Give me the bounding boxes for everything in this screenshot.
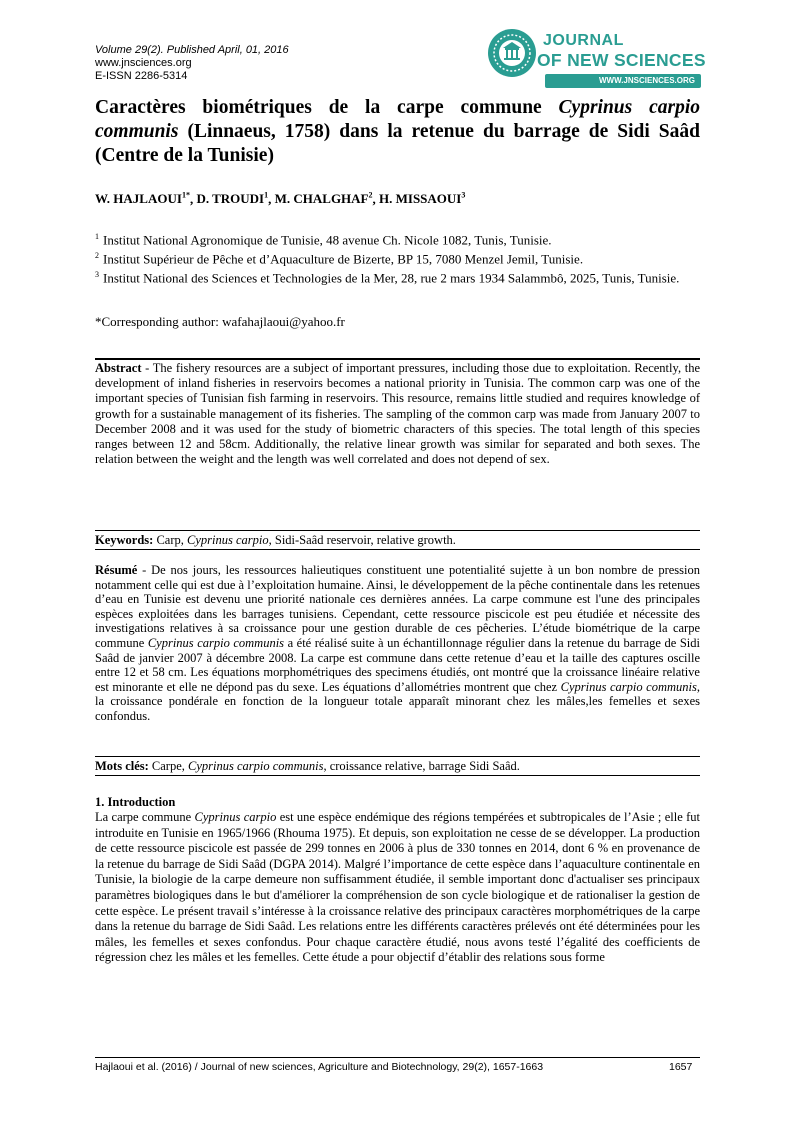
corresponding-author: *Corresponding author: wafahajlaoui@yahoo.fr: [95, 314, 345, 329]
keywords-label: Keywords:: [95, 533, 154, 547]
mots-cles-label: Mots clés:: [95, 759, 149, 773]
logo-text-journal: JOURNAL: [543, 32, 624, 49]
page-number: 1657: [669, 1061, 693, 1073]
resume: Résumé - De nos jours, les ressources halieutiques constituent une potentialité sujette à un bon nombre de pression notamment celle qui est due à l’exploitation humaine. Ainsi, le développement de la pêche continentale dans les retenues d’eau en Tunisie est devenu une priorité nationale ces dernières années. La carpe commune est l'une des principales espèces exploitées dans les barrages tunisiens. Cependant, cette ressource piscicole est peu étudiée et nécessite des investigations relatives à sa croissance pour une gestion durable de ces pêcheries. L’étude biométrique de la carpe commune Cyprinus carpio communis a été réalisé suite à un échantillonnage régulier dans la retenue du barrage de Sidi Saâd de janvier 2007 à décembre 2008. La carpe est commune dans cette retenue d’eau et la taille des captures oscille entre 12 et 58 cm. Les équations morphométriques des specimens étudiés, ont montré que la croissance linéaire relative est minorante et elle ne dépond pas du sexe. Les équations d’allométries montrent que chez Cyprinus carpio communis, la croissance pondérale en fonction de la longueur totale apparaît minorant chez les mâles,les femelles et sexes confondus.: [95, 563, 700, 723]
author: W. $HAJLAOUI^{1*}$: [95, 191, 190, 207]
keywords: Keywords: Carp, Cyprinus carpio, Sidi-Saâd reservoir, relative growth.: [95, 533, 456, 547]
footer-citation: Hajlaoui et al. (2016) / Journal of new sciences, Agriculture and Biotechnology, 29(2), 1657-1663: [95, 1061, 544, 1073]
eissn: E-ISSN 2286-5314: [95, 70, 188, 82]
author-list: W. $HAJLAOUI^{1*}$, D. TROUDI$^1$, M. CHALGHAF$^2$, H. MISSAOUI$^3$: [95, 191, 466, 207]
author: D. TROUDI$^1$: [196, 191, 269, 207]
keywords-bottom-rule: [95, 549, 700, 550]
title-species: Cyprinus carpio communis: [95, 97, 701, 142]
resume-bottom-rule: [95, 756, 700, 757]
resume-label: Résumé: [95, 563, 138, 577]
footer-rule: [95, 1057, 700, 1058]
journal-emblem-icon: [487, 28, 537, 78]
section-heading-introduction: 1. Introduction: [95, 795, 176, 809]
journal-header-meta: [95, 44, 289, 83]
author: H. MISSAOUI$^3$: [379, 191, 466, 207]
abstract-label: Abstract: [95, 361, 142, 375]
author: M. CHALGHAF$^2$: [274, 191, 373, 207]
mots-cles-bottom-rule: [95, 775, 700, 776]
abstract-text: - The fishery resources are a subject of important pressures, including those due to exploitation. Recently, the development of inland fisheries in reservoirs becomes a national priority in Tunisia. The common carp was one of the important species of Tunisian fish farming in reservoirs. This resource, remains little studied and requires knowledge of growth for a sustainable management of its fisheries. The sampling of the common carp was made from January 2007 to December 2008 and it was used for the study of biometric characters of this species. The total length of this species ranges between 12 and 58cm. Additionally, the relative linear growth was similar for separated and both sexes. The relation between the weight and the length was well correlated and does not depend of sex.: [95, 361, 700, 467]
affiliation: $^1$ Institut National Agronomique de Tunisie, 48 avenue Ch. Nicole 1082, Tunis, Tunisie.: [95, 232, 552, 248]
mots-cles: Mots clés: Carpe, Cyprinus carpio communis, croissance relative, barrage Sidi Saâd.: [95, 759, 520, 773]
abstract: [95, 361, 700, 467]
journal-website[interactable]: www.jnsciences.org: [95, 57, 192, 69]
affiliation: $^3$ Institut National des Sciences et Technologies de la Mer, 28, rue 2 mars 1934 Salammbô, 2025, Tunis, Tunisie.: [95, 269, 680, 285]
abstract-top-rule: [95, 358, 700, 360]
article-title: [95, 96, 700, 168]
introduction-body: La carpe commune Cyprinus carpio est une espèce endémique des régions tempérées et subtropicales de l’Asie ; elle fut introduite en Tunisie en 1965/1966 (Rhouma 1975). Et depuis, son exploitation ne cesse de se développer. La production de cette ressource piscicole est passée de 299 tonnes en 2006 à plus de 330 tonnes en 2014, dont 6 % en provenance de la retenue du barrage de Sidi Saâd (DGPA 2014). Malgré l’importance de cette espèce dans l’aquaculture continentale en Tunisie, la biologie de la carpe demeure non suffisamment étudiée, il semble important donc d'actualiser ses principaux paramètres biologiques dans le but d'améliorer la compréhension de son cycle biologique et de rationaliser la gestion de cette espèce. Le présent travail s’intéresse à la croissance relative des principaux caractères morphométriques de la carpe dans la retenue du barrage de Sidi Saâd. Les relations entre les différents caractères prélevés ont été déterminées pour les mâles, les femelles et sexes confondus. Pour chaque caractère étudié, nous avons testé l’égalité des coefficients de régression chez les mâles et les femelles. Cette étude a pour objectif d’établir des relations sous forme: [95, 810, 700, 965]
title-part-1: Caractères biométriques de la carpe commune: [95, 97, 559, 118]
title-part-2: (Linnaeus, 1758) dans la retenue du barrage de Sidi Saâd (Centre de la Tunisie): [95, 121, 700, 166]
affiliation-list: [95, 229, 695, 285]
journal-logo: [487, 26, 706, 90]
affiliation: $^2$ Institut Supérieur de Pêche et d’Aquaculture de Bizerte, BP 15, 7080 Menzel Jemil, Tunisie.: [95, 250, 584, 267]
logo-text-new-sciences: OF NEW SCIENCES: [537, 50, 706, 70]
abstract-bottom-rule: [95, 530, 700, 531]
logo-url-bar: WWW.JNSCIENCES.ORG: [545, 74, 701, 88]
volume-info: Volume 29(2). Published April, 01, 2016: [95, 44, 289, 56]
